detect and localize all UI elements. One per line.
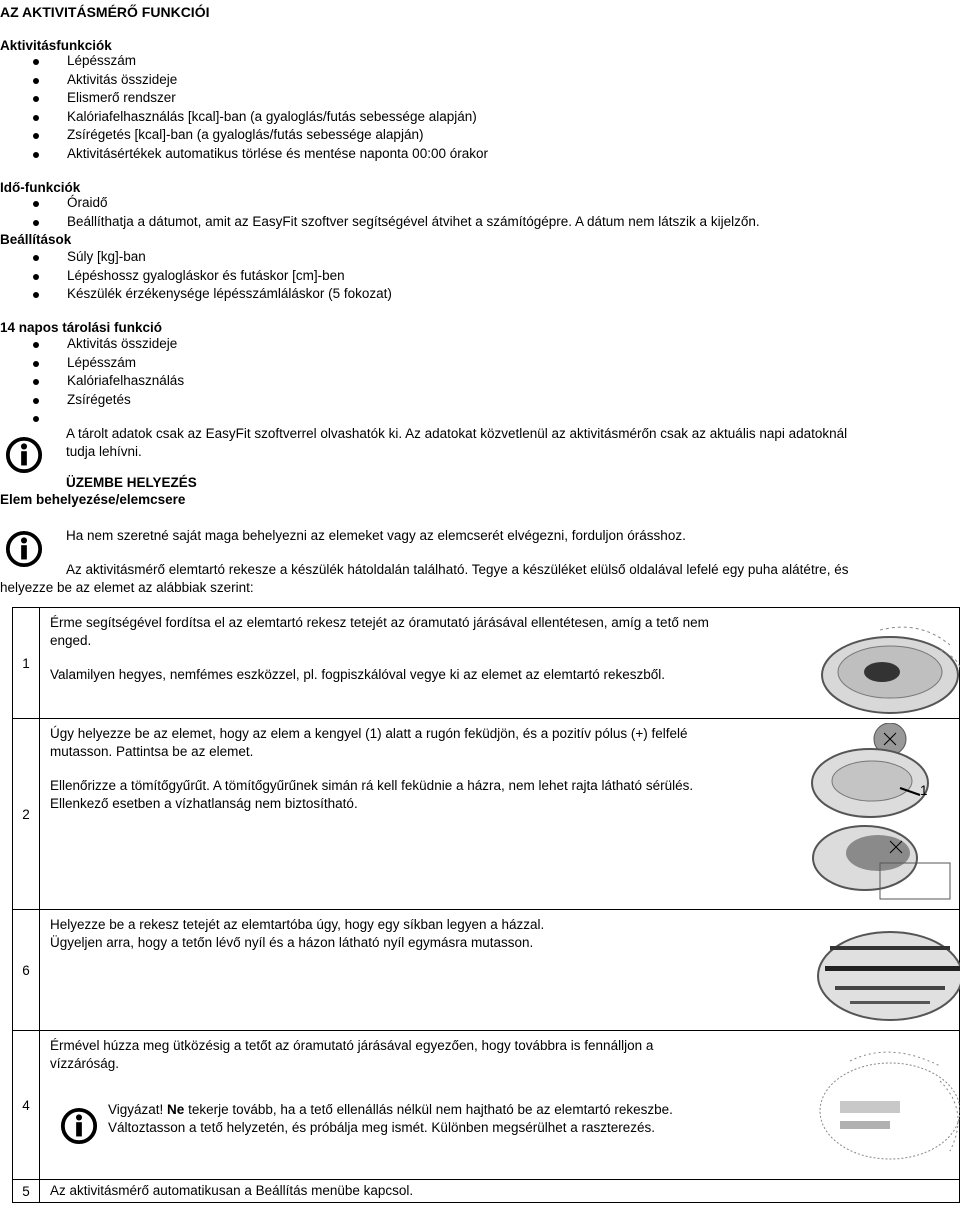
warning-prefix: Vigyázat! (108, 1102, 168, 1117)
setup-info-text: Ha nem szeretné saját maga behelyezni az elemeket vagy az elemcserét elvégezni, forduljon órásshoz. (66, 528, 686, 543)
table-row (13, 608, 960, 719)
list-item: Kalóriafelhasználás (0, 372, 184, 391)
setup-para-line1: Az aktivitásmérő elemtartó rekesze a készülék hátoldalán található. Tegye a készüléket elülső oldalával lefelé egy puha alátétre, és (66, 562, 849, 577)
lid-insert-illustration (810, 916, 960, 1026)
storage-note-line2: tudja lehívni. (66, 444, 142, 459)
list-item: Kalóriafelhasználás [kcal]-ban (a gyaloglás/futás sebessége alapján) (0, 108, 488, 127)
list-item: Lépésszám (0, 354, 184, 373)
warning-rest: tekerje tovább, ha a tető ellenállás nélkül nem hajtható be az elemtartó rekeszbe. (184, 1102, 673, 1117)
activity-list (0, 52, 488, 163)
list-item: Óraidő (0, 194, 760, 213)
step-text: Ellenőrizze a tömítőgyűrűt. A tömítőgyűrűnek simán rá kell feküdnie a házra, nem lehet rajta látható sérülés. (50, 778, 694, 793)
warning-line2: Változtasson a tető helyzetén, és próbálja meg ismét. Különben megsérülhet a raszterezés. (108, 1120, 656, 1135)
step-number: 2 (13, 719, 40, 910)
step-text: Úgy helyezze be az elemet, hogy az elem a kengyel (1) alatt a rugón feküdjön, és a pozitív pólus (+) felfelé (50, 726, 688, 741)
settings-list (0, 248, 392, 304)
lid-tighten-illustration (810, 1041, 960, 1171)
warning-text (108, 1101, 673, 1119)
list-item: Zsírégetés (0, 391, 184, 410)
storage-list (0, 335, 184, 428)
storage-note-line1: A tárolt adatok csak az EasyFit szoftverrel olvashatók ki. Az adatokat közvetlenül az aktivitásmérőn csak az aktuális napi adatoknál (66, 426, 848, 441)
callout-label: 1 (920, 783, 928, 798)
list-item: Aktivitásértékek automatikus törlése és mentése naponta 00:00 órakor (0, 145, 488, 164)
time-list (0, 194, 760, 231)
step-number: 5 (13, 1180, 40, 1203)
step-text: Valamilyen hegyes, nemfémes eszközzel, pl. fogpiszkálóval vegye ki az elemet az elemtartó rekeszből. (50, 667, 666, 682)
step-text: Az aktivitásmérő automatikusan a Beállítás menübe kapcsol. (50, 1183, 414, 1198)
info-icon (5, 530, 43, 568)
table-row (13, 1031, 960, 1180)
step-text: mutasson. Pattintsa be az elemet. (50, 744, 254, 759)
battery-insert-illustration (810, 723, 960, 903)
info-icon (5, 436, 43, 474)
list-item: Lépésszám (0, 52, 488, 71)
storage-heading: 14 napos tárolási funkció (0, 320, 163, 335)
list-item: Elismerő rendszer (0, 89, 488, 108)
step-text: Érme segítségével fordítsa el az elemtartó rekesz tetejét az óramutató járásával ellentétesen, amíg a tető nem (50, 615, 709, 630)
list-item: Aktivitás összideje (0, 335, 184, 354)
list-item: Aktivitás összideje (0, 71, 488, 90)
list-item: Készülék érzékenysége lépésszámláláskor (5 fokozat) (0, 285, 392, 304)
step-text: vízzáróság. (50, 1056, 120, 1071)
steps-table (12, 607, 960, 1203)
step-text: Ellenkező esetben a vízhatlanság nem biztosítható. (50, 796, 358, 811)
list-item: Súly [kg]-ban (0, 248, 392, 267)
settings-heading: Beállítások (0, 232, 72, 247)
setup-heading: ÜZEMBE HELYEZÉS (66, 475, 197, 490)
setup-para-line2: helyezze be az elemet az alábbiak szerint: (0, 580, 254, 595)
warning-bold: Ne (167, 1102, 185, 1117)
info-icon (60, 1107, 98, 1145)
list-item: Zsírégetés [kcal]-ban (a gyaloglás/futás sebessége alapján) (0, 126, 488, 145)
step-text: enged. (50, 633, 92, 648)
table-row (13, 1180, 960, 1203)
setup-subheading: Elem behelyezése/elemcsere (0, 492, 186, 507)
list-item: Beállíthatja a dátumot, amit az EasyFit szoftver segítségével átvihet a számítógépre. A dátum nem látszik a kijelzőn. (0, 213, 760, 232)
time-heading: Idő-funkciók (0, 180, 81, 195)
table-row (13, 719, 960, 910)
step-text: Ügyeljen arra, hogy a tetőn lévő nyíl és a házon látható nyíl egymásra mutasson. (50, 935, 534, 950)
step-text: Helyezze be a rekesz tetejét az elemtartóba úgy, hogy egy síkban legyen a házzal. (50, 917, 545, 932)
activity-heading: Aktivitásfunkciók (0, 38, 112, 53)
step-number: 4 (13, 1031, 40, 1180)
page-title: AZ AKTIVITÁSMÉRŐ FUNKCIÓI (0, 4, 210, 20)
device-open-illustration (810, 620, 960, 715)
list-item: Lépéshossz gyalogláskor és futáskor [cm]-ben (0, 267, 392, 286)
table-row (13, 910, 960, 1031)
step-number: 1 (13, 608, 40, 719)
step-number: 6 (13, 910, 40, 1031)
step-text: Érmével húzza meg ütközésig a tetőt az óramutató járásával egyezően, hogy továbbra is fennálljon a (50, 1038, 654, 1053)
